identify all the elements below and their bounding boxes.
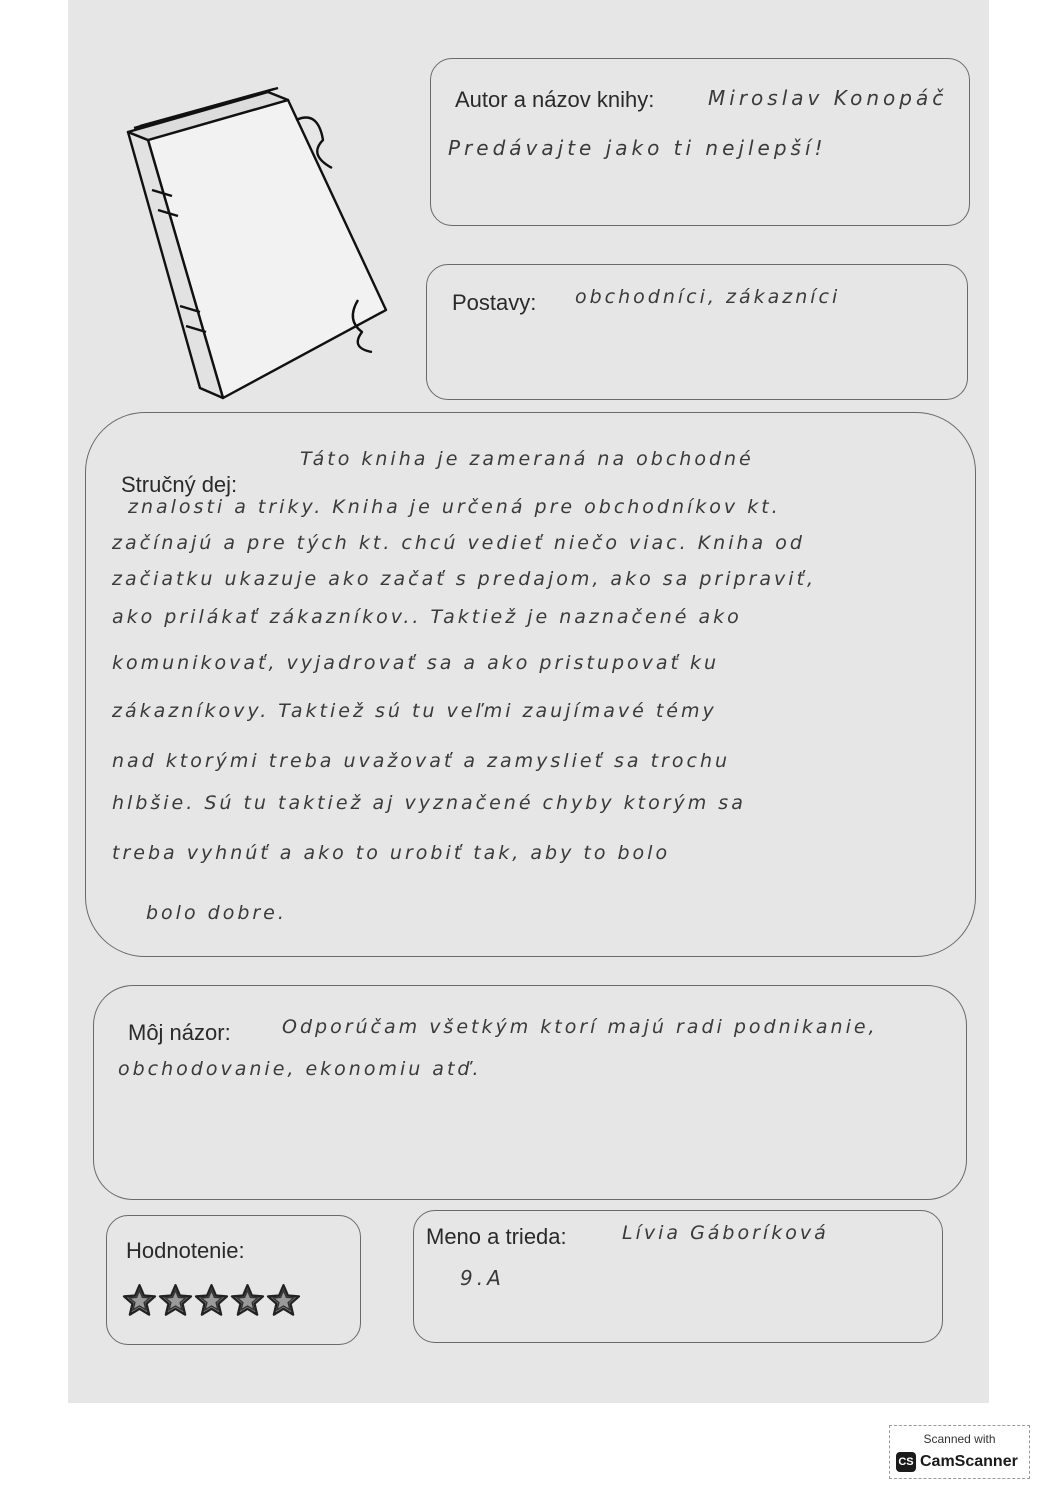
opinion-label: Môj názor: xyxy=(128,1020,231,1045)
summary-line: treba vyhnúť a ako to urobiť tak, aby to bolo xyxy=(112,842,671,864)
star-icon xyxy=(158,1283,193,1318)
summary-line: komunikovať, vyjadrovať sa a ako pristupovať ku xyxy=(112,652,720,674)
characters-label: Postavy: xyxy=(452,290,537,315)
book-icon xyxy=(118,80,398,400)
summary-line: Táto kniha je zameraná na obchodné xyxy=(300,448,754,470)
summary-line: hlbšie. Sú tu taktiež aj vyznačené chyby ktorým sa xyxy=(112,792,746,814)
scanned-with-text: Scanned with xyxy=(923,1432,996,1446)
title-handwriting: Predávajte jako ti nejlepší! xyxy=(448,136,827,160)
name-handwriting: Lívia Gáboríková xyxy=(622,1222,829,1244)
summary-line: bolo dobre. xyxy=(146,902,287,924)
name-class-label: Meno a trieda: xyxy=(426,1224,567,1249)
summary-line: začínajú a pre tých kt. chcú vedieť niečo viac. Kniha od xyxy=(112,532,805,554)
rating-box xyxy=(106,1215,361,1345)
rating-label: Hodnotenie: xyxy=(126,1238,245,1263)
author-title-label: Autor a názov knihy: xyxy=(455,87,655,112)
summary-label: Stručný dej: xyxy=(121,472,238,497)
opinion-line: obchodovanie, ekonomiu atď. xyxy=(118,1058,482,1080)
star-icon xyxy=(122,1283,157,1318)
summary-line: začiatku ukazuje ako začať s predajom, ako sa pripraviť, xyxy=(112,568,816,590)
rating-stars xyxy=(122,1283,301,1318)
class-handwriting: 9.A xyxy=(460,1266,505,1290)
summary-line: ako prilákať zákazníkov.. Taktiež je naznačené ako xyxy=(112,606,742,628)
camscanner-badge xyxy=(889,1425,1030,1479)
star-icon xyxy=(266,1283,301,1318)
summary-line: zákazníkovy. Taktiež sú tu veľmi zaujímavé témy xyxy=(112,700,717,722)
summary-line: znalosti a triky. Kniha je určená pre obchodníkov kt. xyxy=(128,496,781,518)
star-icon xyxy=(194,1283,229,1318)
camscanner-logo-icon: CS xyxy=(896,1452,916,1472)
opinion-line: Odporúčam všetkým ktorí majú radi podnikanie, xyxy=(282,1016,878,1038)
star-icon xyxy=(230,1283,265,1318)
author-handwriting: Miroslav Konopáč xyxy=(708,86,948,110)
camscanner-brand: CamScanner xyxy=(920,1453,1018,1470)
characters-handwriting: obchodníci, zákazníci xyxy=(575,286,841,308)
summary-line: nad ktorými treba uvažovať a zamyslieť sa trochu xyxy=(112,750,731,772)
characters-box xyxy=(426,264,968,400)
